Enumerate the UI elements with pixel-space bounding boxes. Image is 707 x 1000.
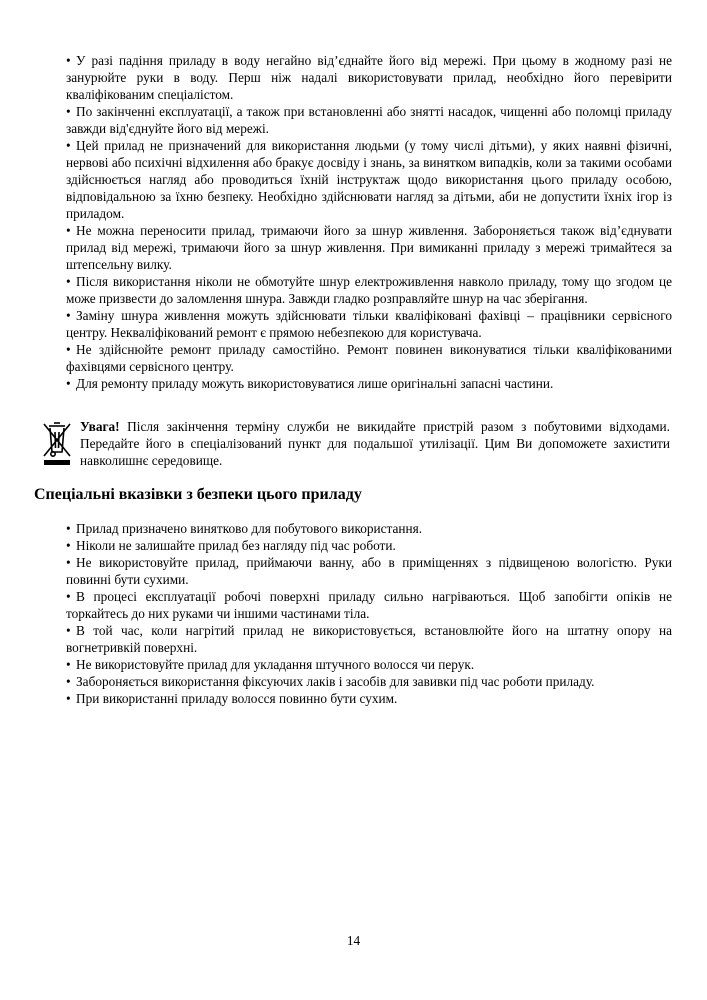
bullet-icon: •: [66, 376, 71, 391]
bullet-item: [66, 222, 672, 273]
bullet-text: Ніколи не залишайте прилад без нагляду під час роботи.: [76, 538, 396, 553]
crossed-out-wheelie-bin-icon: [40, 420, 74, 466]
recycling-body: Після закінчення терміну служби не викидайте пристрій разом з побутовими відходами. Передайте його в спеціалізований пункт для подальшої утилізації. Цим Ви допоможете захистити навколишнє середовище.: [80, 419, 670, 468]
bullet-text: Прилад призначено винятково для побутового використання.: [76, 521, 423, 536]
bullet-item: [66, 103, 672, 137]
bullet-text: Не використовуйте прилад для укладання штучного волосся чи перук.: [76, 657, 475, 672]
bullet-icon: •: [66, 308, 71, 323]
bullet-text: Після використання ніколи не обмотуйте шнур електроживлення навколо приладу, тому що згодом це може призвести до заломлення шнура. Завжди гладко розправляйте шнур на час зберігання.: [66, 274, 672, 306]
section-heading: Спеціальні вказівки з безпеки цього приладу: [34, 486, 362, 503]
bullet-item: [66, 554, 672, 588]
bullet-item: [66, 52, 672, 103]
bullet-item: [66, 375, 672, 392]
bullet-text: Не здійснюйте ремонт приладу самостійно. Ремонт повинен виконуватися тільки кваліфікованими фахівцями сервісного центру.: [66, 342, 672, 374]
bullet-text: Не можна переносити прилад, тримаючи його за шнур живлення. Забороняється також від’єднувати прилад від мережі, тримаючи його за шнур живлення. При вимиканні приладу з мережі тримайтеся за штепсельну вилку.: [66, 223, 672, 272]
bullet-item: [66, 622, 672, 656]
bullet-icon: •: [66, 623, 71, 638]
bullet-icon: •: [66, 521, 71, 536]
special-safety-list: [66, 520, 672, 707]
bullet-icon: •: [66, 674, 71, 689]
bullet-item: [66, 273, 672, 307]
bullet-icon: •: [66, 104, 71, 119]
bullet-item: [66, 537, 672, 554]
bullet-text: У разі падіння приладу в воду негайно від’єднайте його від мережі. При цьому в жодному разі не занурюйте руки в воду. Перш ніж надалі використовувати прилад, необхідно його перевірити кваліфікованим спеціалістом.: [66, 53, 672, 102]
bullet-item: [66, 520, 672, 537]
bullet-icon: •: [66, 691, 71, 706]
bullet-icon: •: [66, 138, 71, 153]
bullet-item: [66, 656, 672, 673]
bullet-icon: •: [66, 555, 71, 570]
bullet-text: При використанні приладу волосся повинно бути сухим.: [76, 691, 398, 706]
bullet-icon: •: [66, 657, 71, 672]
bullet-icon: •: [66, 53, 71, 68]
warning-label: Увага!: [80, 419, 120, 434]
bullet-icon: •: [66, 589, 71, 604]
bullet-icon: •: [66, 274, 71, 289]
bullet-text: Не використовуйте прилад, приймаючи ванну, або в приміщеннях з підвищеною вологістю. Руки повинні бути сухими.: [66, 555, 672, 587]
general-safety-list: [66, 52, 672, 392]
bullet-item: [66, 690, 672, 707]
bullet-text: Цей прилад не призначений для використання людьми (у тому числі дітьми), у яких наявні фізичні, нервові або психічні відхилення або бракує досвіду і знань, за винятком випадків, коли за такими особами здійснюється нагляд або проводиться їхній інструктаж щодо використання цього приладу особою, відповідальною за їхню безпеку. Необхідно здійснювати нагляд за дітьми, аби не допустити їхніх ігор із приладом.: [66, 138, 672, 221]
recycling-notice: [40, 418, 670, 470]
bullet-item: [66, 137, 672, 222]
bullet-text: Заміну шнура живлення можуть здійснювати тільки кваліфіковані фахівці – працівники сервісного центру. Некваліфікований ремонт є прямою небезпекою для користувача.: [66, 308, 672, 340]
bullet-text: В процесі експлуатації робочі поверхні приладу сильно нагріваються. Щоб запобігти опіків не торкайтесь до них руками чи іншими частинами тіла.: [66, 589, 672, 621]
bullet-text: По закінченні експлуатації, а також при встановленні або знятті насадок, чищенні або поломці приладу завжди від'єднуйте його від мережі.: [66, 104, 672, 136]
bullet-item: [66, 588, 672, 622]
bullet-item: [66, 341, 672, 375]
page-number: 14: [346, 933, 361, 948]
recycling-text: [80, 418, 670, 469]
bullet-item: [66, 307, 672, 341]
bullet-icon: •: [66, 538, 71, 553]
bullet-item: [66, 673, 672, 690]
bullet-text: В той час, коли нагрітий прилад не використовується, встановлюйте його на штатну опору на вогнетривкій поверхні.: [66, 623, 672, 655]
bullet-text: Забороняється використання фіксуючих лаків і засобів для завивки під час роботи приладу.: [76, 674, 595, 689]
bullet-text: Для ремонту приладу можуть використовуватися лише оригінальні запасні частини.: [76, 376, 554, 391]
bullet-icon: •: [66, 223, 71, 238]
bullet-icon: •: [66, 342, 71, 357]
